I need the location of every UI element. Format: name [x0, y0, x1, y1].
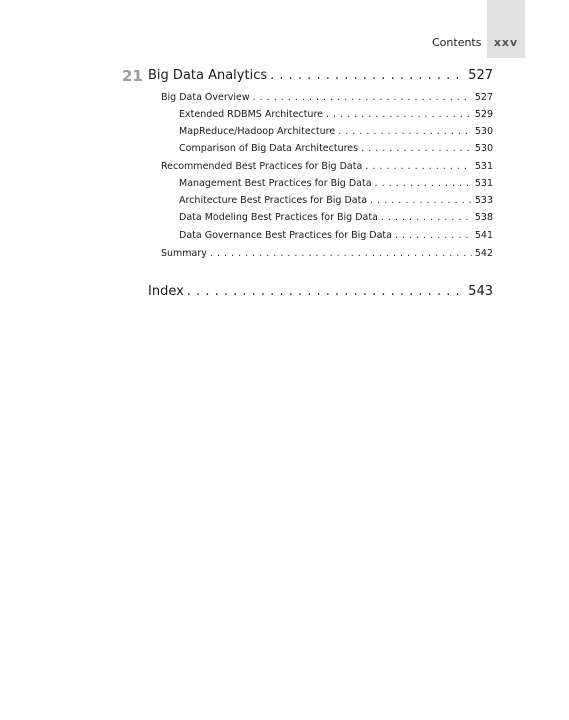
- toc-entry[interactable]: [179, 230, 493, 241]
- dot-leader: [326, 109, 472, 120]
- toc-entry-page: 531: [474, 178, 493, 189]
- toc-entry-title: Recommended Best Practices for Big Data: [161, 161, 363, 172]
- toc-entry-title: Extended RDBMS Architecture: [179, 109, 323, 120]
- toc-entry-title: Summary: [161, 248, 207, 259]
- toc-entry-page: 530: [474, 126, 493, 137]
- toc-entry-title: Data Modeling Best Practices for Big Data: [179, 212, 378, 223]
- toc-entry[interactable]: [179, 195, 493, 206]
- toc-entry[interactable]: [179, 126, 493, 137]
- toc-entry-page: 531: [474, 161, 493, 172]
- toc-entry[interactable]: [179, 178, 493, 189]
- dot-leader: [361, 143, 472, 154]
- toc-entry-page: 527: [468, 68, 493, 83]
- toc-index-entry[interactable]: [148, 284, 493, 299]
- toc-chapter-entry[interactable]: [148, 68, 493, 83]
- toc-entry-page: 542: [474, 248, 493, 259]
- toc-entry-title: Management Best Practices for Big Data: [179, 178, 372, 189]
- toc-entry-title: Architecture Best Practices for Big Data: [179, 195, 368, 206]
- page-number-tab: [487, 0, 525, 58]
- dot-leader: [375, 178, 472, 189]
- dot-leader: [187, 284, 465, 299]
- dot-leader: [381, 212, 472, 223]
- toc-entry-page: 538: [474, 212, 493, 223]
- dot-leader: [270, 68, 465, 83]
- toc-entry[interactable]: [161, 92, 493, 103]
- dot-leader: [338, 126, 472, 137]
- toc-entry-title: Index: [148, 284, 184, 299]
- dot-leader: [253, 92, 472, 103]
- toc-entry-page: 529: [474, 109, 493, 120]
- toc-entry-page: 533: [474, 195, 493, 206]
- dot-leader: [370, 195, 472, 206]
- toc-entry-title: Big Data Analytics: [148, 68, 268, 83]
- toc-entry[interactable]: [179, 212, 493, 223]
- toc-entry-title: Data Governance Best Practices for Big Data: [179, 230, 392, 241]
- toc-entry-title: MapReduce/Hadoop Architecture: [179, 126, 336, 137]
- toc-entry-page: 530: [474, 143, 493, 154]
- toc-entry-title: Big Data Overview: [161, 92, 250, 103]
- running-header: Contents: [432, 36, 482, 49]
- toc-entry[interactable]: [179, 109, 493, 120]
- dot-leader: [210, 248, 472, 259]
- dot-leader: [395, 230, 472, 241]
- dot-leader: [365, 161, 472, 172]
- toc-entry[interactable]: [161, 248, 493, 259]
- toc-entry[interactable]: [179, 143, 493, 154]
- page-number: xxv: [493, 36, 519, 49]
- toc-entry-page: 543: [468, 284, 493, 299]
- toc-entry-page: 541: [474, 230, 493, 241]
- chapter-number: 21: [122, 67, 143, 85]
- toc-entry-page: 527: [474, 92, 493, 103]
- toc-entry-title: Comparison of Big Data Architectures: [179, 143, 359, 154]
- toc-entry[interactable]: [161, 161, 493, 172]
